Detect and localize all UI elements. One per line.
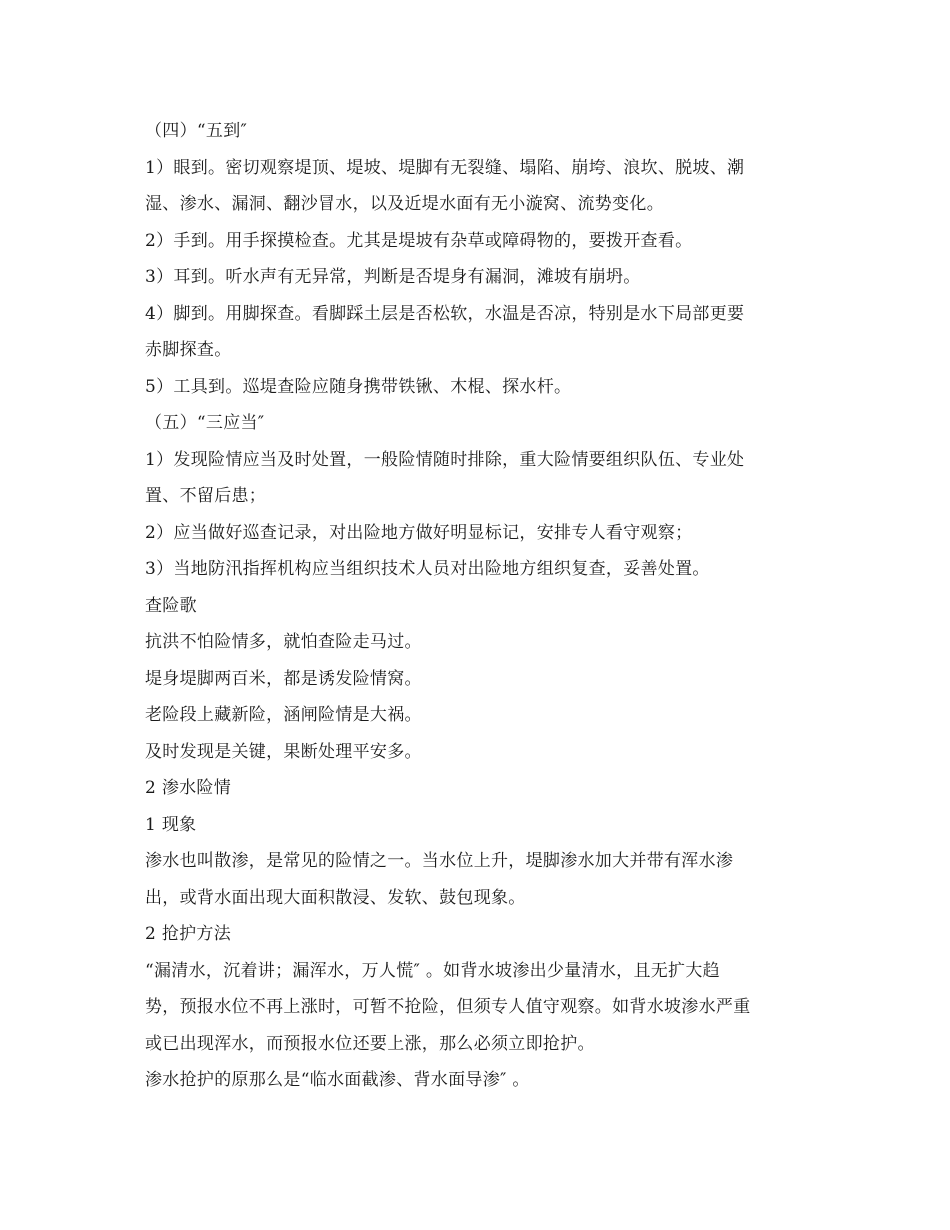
paragraph-line: 渗水抢护的原那么是“临水面截渗、背水面导渗″ 。 (145, 1070, 530, 1090)
poem-line: 抗洪不怕险情多，就怕查险走马过。 (145, 632, 422, 652)
poem-title: 查险歌 (145, 595, 197, 616)
paragraph-line: 渗水也叫散渗，是常见的险情之一。当水位上升，堤脚渗水加大并带有浑水渗 (145, 851, 734, 871)
paragraph-line: 5）工具到。巡堤查险应随身携带铁锹、木棍、探水杆。 (145, 376, 572, 397)
subheading-phenomenon: 1 现象 (145, 814, 197, 835)
paragraph-line: 3）当地防汛指挥机构应当组织技术人员对出险地方组织复查，妥善处置。 (145, 559, 710, 579)
paragraph-line: 湿、渗水、漏洞、翻沙冒水，以及近堤水面有无小漩窝、流势变化。 (145, 194, 664, 214)
paragraph-line: 4）脚到。用脚探查。看脚踩土层是否松软，水温是否凉，特别是水下局部更要 (145, 303, 745, 324)
paragraph-line: 出，或背水面出现大面积散浸、发软、鼓包现象。 (145, 887, 526, 908)
paragraph-line: 3）耳到。听水声有无异常，判断是否堤身有漏洞，滩坡有崩坍。 (145, 267, 641, 287)
paragraph-line: 赤脚探查。 (145, 340, 232, 360)
document-page (145, 113, 805, 1099)
paragraph-line: 2）应当做好巡查记录，对出险地方做好明显标记，安排专人看守观察； (145, 522, 693, 543)
subheading-rescue-method: 2 抢护方法 (145, 924, 232, 944)
section-heading-seepage: 2 渗水险情 (145, 778, 232, 798)
poem-line: 老险段上藏新险，涵闸险情是大祸。 (145, 705, 422, 725)
paragraph-line: 2）手到。用手探摸检查。尤其是堤坡有杂草或障碍物的，要拨开查看。 (145, 230, 693, 251)
poem-line: 堤身堤脚两百米，都是诱发险情窝。 (145, 668, 422, 689)
paragraph-line: 1）眼到。密切观察堤顶、堤坡、堤脚有无裂缝、塌陷、崩垮、浪坎、脱坡、潮 (145, 157, 745, 178)
paragraph-line: 势，预报水位不再上涨时，可暂不抢险，但须专人值守观察。如背水坡渗水严重 (145, 997, 751, 1017)
paragraph-line: 置、不留后患； (145, 486, 267, 506)
paragraph-line: 或已出现浑水，而预报水位还要上涨，那么必须立即抢护。 (145, 1033, 595, 1054)
section-heading-three-shoulds: （五）“三应当″ (145, 413, 265, 433)
poem-line: 及时发现是关键，果断处理平安多。 (145, 741, 422, 762)
paragraph-line: “漏清水，沉着讲；漏浑水，万人慌″ 。如背水坡渗出少量清水，且无扩大趋 (145, 960, 720, 981)
paragraph-line: 1）发现险情应当及时处置，一般险情随时排除，重大险情要组织队伍、专业处 (145, 449, 745, 470)
section-heading-five-arrivals: （四）“五到″ (145, 121, 248, 141)
